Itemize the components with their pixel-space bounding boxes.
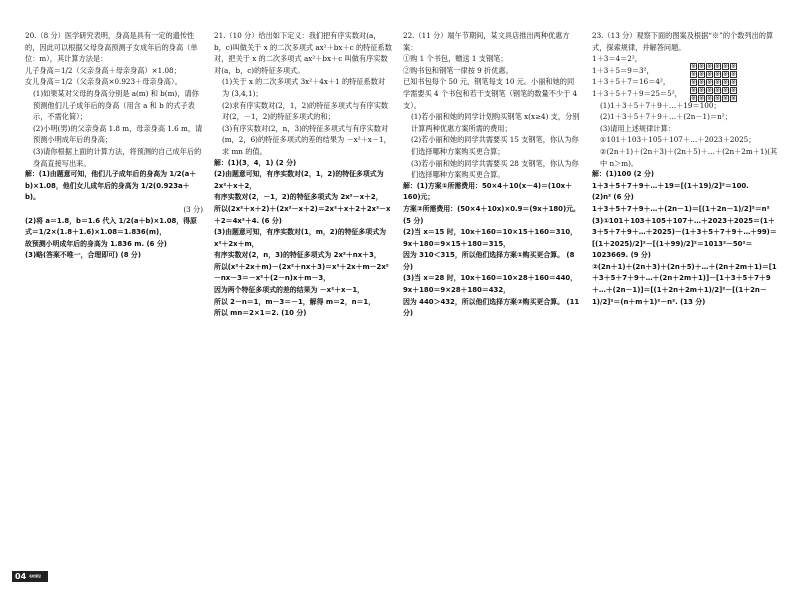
star-cell: ※ xyxy=(723,95,729,102)
question-23 xyxy=(592,30,778,308)
col3-line: (1)若小丽和她的同学计划购买钢笔 x(x≥4) 支，分别计算两种优惠方案所需的费用； xyxy=(411,112,580,133)
star-cell: ※ xyxy=(691,87,697,94)
col4-line: 解：(1)100 (2 分) xyxy=(592,170,655,179)
page-mark: 名校课堂 xyxy=(28,574,41,578)
col3-line: 解：(1)方案①所需费用：50×4＋10(x－4)＝(10x＋160)元； xyxy=(403,181,572,202)
col1-line: (3)请你根据上面的计算方法，将预测的自己成年后的身高直接写出来。 xyxy=(33,146,202,168)
col3-line: 因为 310＜315，所以他们选择方案①购买更合算。 (8 分) xyxy=(403,251,575,271)
col4-line: 1＋3＋5＝9＝3²， xyxy=(592,65,654,75)
col4-line: ①101＋103＋105＋107＋…＋2023＋2025； xyxy=(600,135,756,145)
col2-line: (2)求有序实数对(2，1，2)的特征多项式与有序实数对(2，－1，2)的特征多项式的和； xyxy=(222,100,389,122)
question-20 xyxy=(25,30,203,262)
star-cell: ※ xyxy=(715,95,721,102)
star-cell: ※ xyxy=(723,71,729,78)
col1-line: (3 分) xyxy=(183,204,203,214)
star-cell: ※ xyxy=(723,87,729,94)
col1-line: (2)小明(男)的父亲身高 1.8 m，母亲身高 1.6 m，请预测小明成年后的身高； xyxy=(33,123,203,145)
col1-line: (2)将 a＝1.8，b＝1.6 代入 1/2(a＋b)×1.08，得原式＝1/2×(1.8＋1.6)×1.08＝1.836(m)， xyxy=(25,216,197,237)
col2-line: 所以(2x²＋x＋2)＋(2x²－x＋2)＝2x²＋x＋2＋2x²－x＋2＝4x²＋4. (6 分) xyxy=(214,204,391,225)
star-cell: ※ xyxy=(715,87,721,94)
col2-line: 因为两个特征多项式的差的结果为 －x²＋x－1， xyxy=(214,286,365,295)
col3-line: 因为 440＞432，所以他们选择方案②购买更合算。 (11 分) xyxy=(403,297,580,318)
star-cell: ※ xyxy=(691,63,697,70)
col3-line: 方案②所需费用：(50×4＋10x)×0.9＝(9x＋180)元。 (5 分) xyxy=(403,204,580,225)
col3-line: 22.（11 分）端午节期间，某文具店推出两种优惠方案： xyxy=(403,31,570,52)
star-cell: ※ xyxy=(731,63,737,70)
star-cell: ※ xyxy=(715,63,721,70)
col1-line: 20.（8 分）医学研究表明，身高是具有一定的遗传性的，因此可以根据父母身高预测子女成年后的身高（单位：m），其计算方法是： xyxy=(25,31,198,64)
col4-line: (2)1＋3＋5＋7＋9＋…＋(2n－1)＝n²； xyxy=(600,112,732,122)
col4-line: 1＋3＋5＋7＝16＝4²， xyxy=(592,77,671,87)
star-cell: ※ xyxy=(731,87,737,94)
question-22 xyxy=(403,30,581,320)
col4-line: ②(2n＋1)＋(2n＋3)＋(2n＋5)＋…＋(2n＋2m＋1)＝[1＋3＋5＋7＋9＋…＋(2n＋2m＋1)]－[1＋3＋5＋7＋9＋…＋(2n－1)]＝[(1＋2n＋2m＋1)/2]²－[(1＋2n－1)/2]²＝(n＋m＋1)²－n². (13 分) xyxy=(592,262,777,306)
star-cell: ※ xyxy=(707,87,713,94)
star-cell: ※ xyxy=(691,95,697,102)
star-cell: ※ xyxy=(707,79,713,86)
question-21 xyxy=(214,30,392,320)
star-cell: ※ xyxy=(699,71,705,78)
col4-line: 23.（13 分）观察下面的图案及根据“※”的个数列出的算式，探索规律，并解答问题。 xyxy=(592,31,774,52)
col4-line: ②(2n＋1)＋(2n＋3)＋(2n＋5)＋…＋(2n＋2m＋1)(其中 n＞m)。 xyxy=(600,146,778,168)
col3-line: (2)若小丽和她的同学共需要买 15 支钢笔，你认为你们选择哪种方案购买更合算； xyxy=(411,135,579,156)
col1-line: 解：(1)由题意可知，他们儿子成年后的身高为 1/2(a＋b)×1.08，他们女儿成年后的身高为 1/2(0.923a＋b)。 xyxy=(25,170,197,202)
col4-line: (3)请用上述规律计算： xyxy=(600,123,675,133)
col3-line: (3)若小丽和她的同学共需要买 28 支钢笔，你认为你们选择哪种方案购买更合算。 xyxy=(411,158,579,180)
star-cell: ※ xyxy=(715,79,721,86)
star-cell: ※ xyxy=(707,95,713,102)
page-number: 04 xyxy=(15,572,27,581)
col1-line: (3)略(答案不唯一，合理即可) (8 分) xyxy=(25,251,141,260)
col2-line: 有序实数对(2，n，3)的特征多项式为 2x²＋nx＋3， xyxy=(214,251,381,260)
col4-line: (3)①101＋103＋105＋107＋…＋2023＋2025＝(1＋3＋5＋7＋9＋…＋2025)－(1＋3＋5＋7＋9＋…＋99)＝[(1＋2025)/2]²－[(1＋99)/2]²＝1013²－50²＝1023669. (9 分) xyxy=(592,216,777,260)
col1-line: 女儿身高＝1/2（父亲身高×0.923＋母亲身高）。 xyxy=(25,77,182,87)
col1-line: (1)如果某对父母的身高分别是 a(m) 和 b(m)，请你预测他们儿子成年后的身高（用含 a 和 b 的式子表示，不需化简）； xyxy=(33,88,199,122)
col2-line: 所以 2－n＝1，m－3＝－1，解得 m＝2，n＝1， xyxy=(214,297,376,306)
col3-line: (3)当 x＝28 时，10x＋160＝10×28＋160＝440，9x＋180＝9×28＋180＝432， xyxy=(403,274,578,295)
star-cell: ※ xyxy=(691,71,697,78)
col2-line: 解：(1)(3，4，1) (2 分) xyxy=(214,158,297,167)
col4-line: (2)n² (6 分) xyxy=(592,193,634,202)
star-cell: ※ xyxy=(715,71,721,78)
col2-line: 所以 mn＝2×1＝2. (10 分) xyxy=(214,309,307,318)
col2-line: (2)由题意可知，有序实数对(2，1，2)的特征多项式为 2x²＋x＋2， xyxy=(214,170,384,190)
page-number-badge xyxy=(12,571,48,582)
col3-line: (2)当 x＝15 时，10x＋160＝10×15＋160＝310，9x＋180＝9×15＋180＝315， xyxy=(403,228,578,248)
col2-line: 所以(x²＋2x＋m)－(2x²＋nx＋3)＝x²＋2x＋m－2x²－nx－3＝－x²＋(2－n)x＋m－3， xyxy=(214,262,389,283)
star-cell: ※ xyxy=(699,79,705,86)
col3-line: ①购 1 个书包，赠送 1 支钢笔； xyxy=(403,54,508,64)
star-pattern-figure xyxy=(690,63,737,102)
col1-line: 故预测小明成年后的身高为 1.836 m. (6 分) xyxy=(25,239,167,248)
col1-line: 儿子身高＝1/2（父亲身高＋母亲身高）×1.08； xyxy=(25,65,181,75)
star-cell: ※ xyxy=(699,63,705,70)
col4-line: 1＋3＋5＋7＋9＝25＝5²， xyxy=(592,88,682,98)
star-cell: ※ xyxy=(723,79,729,86)
star-cell: ※ xyxy=(699,87,705,94)
star-cell: ※ xyxy=(707,63,713,70)
star-cell: ※ xyxy=(723,63,729,70)
col4-line: 1＋3＋5＋7＋9＋…＋(2n－1)＝[(1＋2n－1)/2]²＝n² xyxy=(592,204,770,213)
col2-line: (3)有序实数对(2，n，3)的特征多项式与有序实数对(m，2，6)的特征多项式的差的结果为 －x²＋x－1，求 mn 的值。 xyxy=(222,123,391,156)
star-cell: ※ xyxy=(707,71,713,78)
star-cell: ※ xyxy=(731,71,737,78)
col3-line: ②购书包和钢笔一律按 9 折优惠。 xyxy=(403,65,513,75)
col2-line: (3)由题意可知，有序实数对(1，m，2)的特征多项式为 x²＋2x＋m， xyxy=(214,228,386,248)
col4-line: (1)1＋3＋5＋7＋9＋…＋19＝100； xyxy=(600,100,721,110)
col2-line: 21.（10 分）给出如下定义：我们把有序实数对(a，b，c)叫做关于 x 的二次多项式 ax²＋bx＋c 的特征系数对，把关于 x 的二次多项式 ax²＋bx＋c 叫做有序实数对(a，b，c)的特征多项式。 xyxy=(214,31,392,75)
col4-line: 1＋3＋5＋7＋9＋…＋19＝[(1＋19)/2]²＝100. xyxy=(592,181,749,190)
star-cell: ※ xyxy=(699,95,705,102)
col2-line: 有序实数对(2，－1，2)的特征多项式为 2x²－x＋2， xyxy=(214,193,383,202)
star-cell: ※ xyxy=(731,95,737,102)
col3-line: 已知书包每个 50 元，钢笔每支 10 元。小丽和她的同学需要买 4 个书包和若干支钢笔（钢笔的数量不少于 4 支）。 xyxy=(403,77,578,110)
star-cell: ※ xyxy=(731,79,737,86)
col4-line: 1＋3＝4＝2²， xyxy=(592,54,642,64)
star-cell: ※ xyxy=(691,79,697,86)
col2-line: (1)关于 x 的二次多项式 3x²＋4x＋1 的特征系数对为 (3,4,1)； xyxy=(222,77,386,98)
